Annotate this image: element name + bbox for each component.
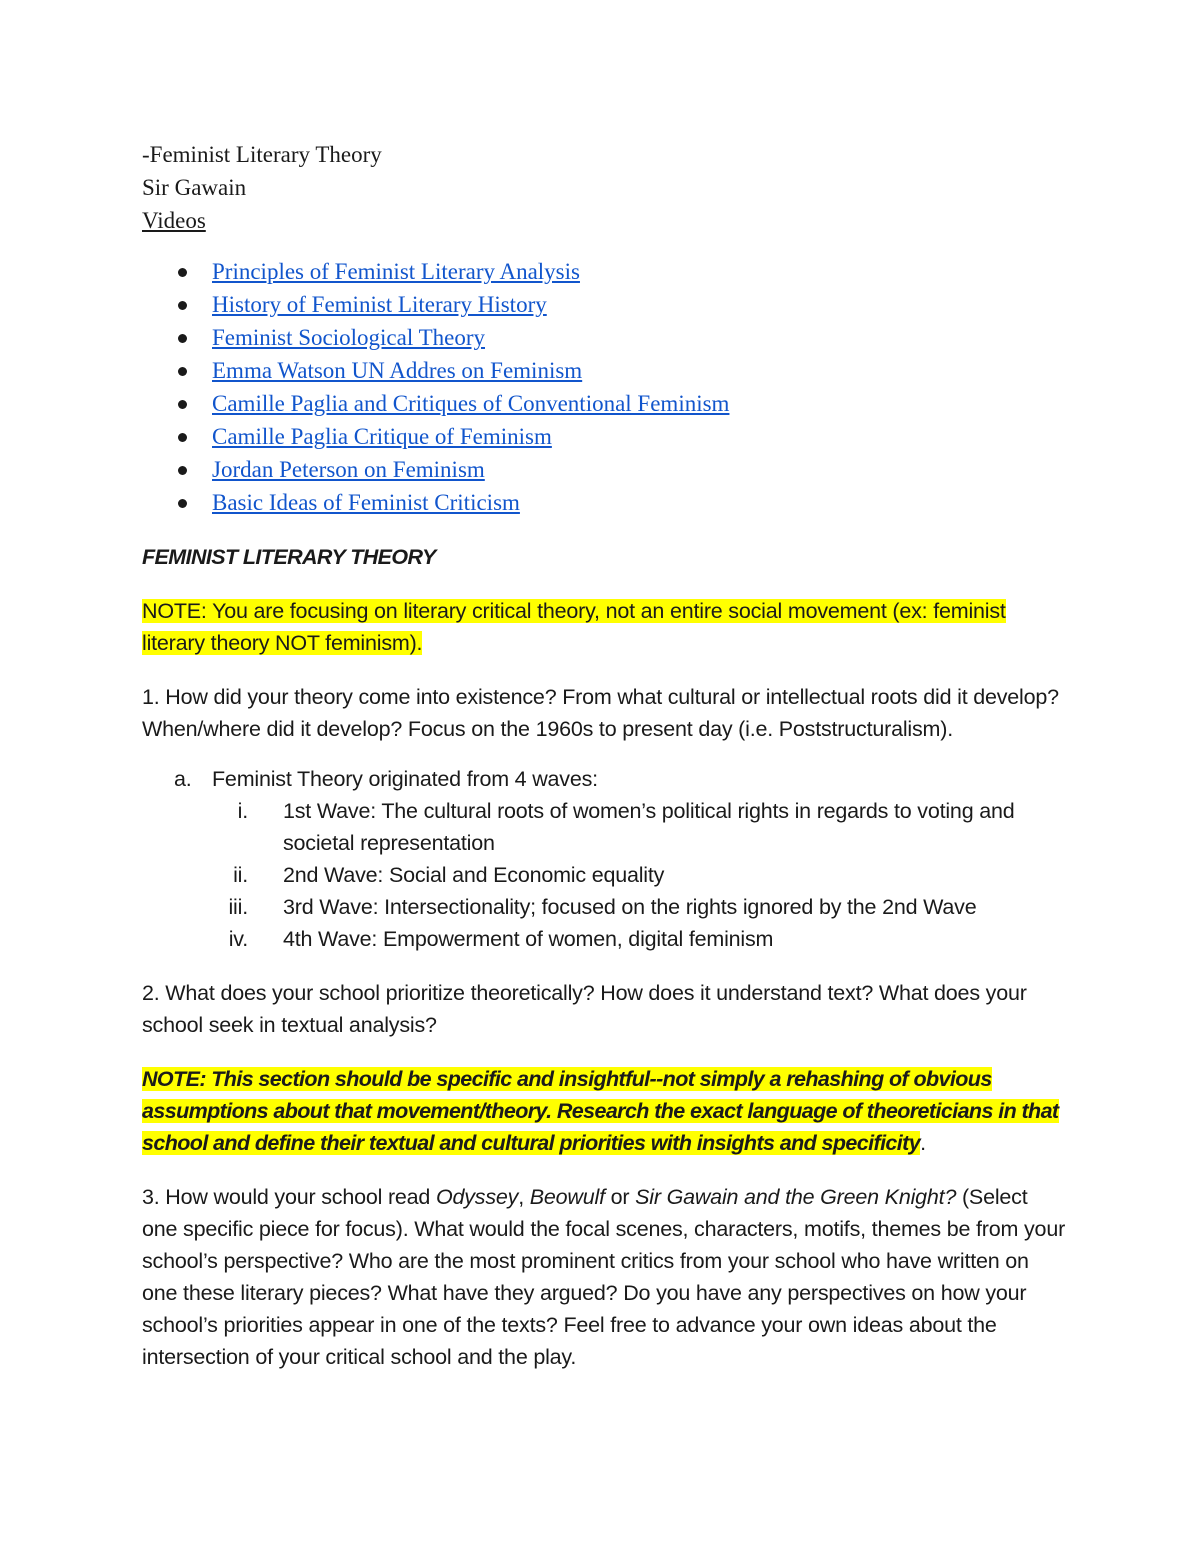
- list-item: [142, 354, 1067, 387]
- list-item: [142, 891, 1067, 923]
- title-beowulf: Beowulf: [529, 1185, 605, 1209]
- video-link[interactable]: Feminist Sociological Theory: [212, 325, 485, 350]
- wave-text: 2nd Wave: Social and Economic equality: [283, 863, 665, 887]
- highlighted-note: NOTE: You are focusing on literary critical theory, not an entire social movement (ex: feminist literary theory NOT feminism).: [142, 599, 1006, 655]
- video-link[interactable]: Camille Paglia and Critiques of Conventional Feminism: [212, 391, 730, 416]
- q3-rest: (Select one specific piece for focus). What would the focal scenes, characters, motifs, themes be from your school’s perspective? Who are the most prominent critics from your school who have written on one these literary pieces? What have they argued? Do you have any perspectives on how your school’s priorities appear in one of the texts? Feel free to advance your own ideas about the intersection of your critical school and the play.: [142, 1185, 1066, 1369]
- video-link[interactable]: Jordan Peterson on Feminism: [212, 457, 485, 482]
- sub-item-text: Feminist Theory originated from 4 waves:: [212, 767, 598, 791]
- videos-heading: Videos: [142, 208, 206, 233]
- q3-intro: 3. How would your school read: [142, 1185, 436, 1209]
- note-paragraph: [142, 595, 1067, 659]
- wave-text: 1st Wave: The cultural roots of women’s political rights in regards to voting and societal representation: [283, 799, 1015, 855]
- bullet-icon: [178, 268, 187, 277]
- q3-comma: ,: [518, 1185, 530, 1209]
- q3-or: or: [604, 1185, 636, 1209]
- section-title: FEMINIST LITERARY THEORY: [142, 545, 436, 569]
- document-page: [142, 138, 1067, 1373]
- bullet-icon: [178, 301, 187, 310]
- video-link[interactable]: Camille Paglia Critique of Feminism: [212, 424, 552, 449]
- note-paragraph-2: [142, 1063, 1067, 1159]
- question-1: 1. How did your theory come into existence? From what cultural or intellectual roots did it develop? When/where did it develop? Focus on the 1960s to present day (i.e. Poststructuralism).: [142, 685, 1059, 741]
- video-link[interactable]: Basic Ideas of Feminist Criticism: [212, 490, 520, 515]
- sub-item-marker: a.: [174, 767, 192, 791]
- bullet-icon: [178, 499, 187, 508]
- question-2: 2. What does your school prioritize theoretically? How does it understand text? What does your school seek in textual analysis?: [142, 981, 1027, 1037]
- list-item: [142, 453, 1067, 486]
- note-period: .: [920, 1131, 926, 1155]
- bullet-icon: [178, 466, 187, 475]
- video-link[interactable]: History of Feminist Literary History: [212, 292, 547, 317]
- list-item: [142, 420, 1067, 453]
- bullet-icon: [178, 400, 187, 409]
- video-link-list: [142, 255, 1067, 519]
- list-item: [142, 795, 1067, 859]
- wave-text: 3rd Wave: Intersectionality; focused on the rights ignored by the 2nd Wave: [283, 895, 977, 919]
- roman-marker: iii.: [228, 895, 248, 919]
- doc-subtitle: Sir Gawain: [142, 175, 247, 200]
- doc-title: -Feminist Literary Theory: [142, 142, 382, 167]
- list-item: [142, 859, 1067, 891]
- title-gawain: Sir Gawain and the Green Knight?: [635, 1185, 957, 1209]
- wave-text: 4th Wave: Empowerment of women, digital feminism: [283, 927, 774, 951]
- bullet-icon: [178, 367, 187, 376]
- highlighted-note-bold: NOTE: This section should be specific and insightful--not simply a rehashing of obvious assumptions about that movement/theory. Research the exact language of theoreticians in that school and define their textual and cultural priorities with insights and specificity: [142, 1067, 1059, 1155]
- video-link[interactable]: Principles of Feminist Literary Analysis: [212, 259, 580, 284]
- roman-marker: iv.: [228, 927, 248, 951]
- sub-item-a: [142, 763, 1067, 795]
- waves-list: [142, 795, 1067, 955]
- bullet-icon: [178, 433, 187, 442]
- list-item: [142, 387, 1067, 420]
- list-item: [142, 288, 1067, 321]
- roman-marker: ii.: [233, 863, 248, 887]
- video-link[interactable]: Emma Watson UN Addres on Feminism: [212, 358, 583, 383]
- list-item: [142, 255, 1067, 288]
- list-item: [142, 923, 1067, 955]
- bullet-icon: [178, 334, 187, 343]
- roman-marker: i.: [237, 799, 248, 823]
- list-item: [142, 321, 1067, 354]
- list-item: [142, 486, 1067, 519]
- title-odyssey: Odyssey: [435, 1185, 519, 1209]
- question-3: [142, 1181, 1067, 1373]
